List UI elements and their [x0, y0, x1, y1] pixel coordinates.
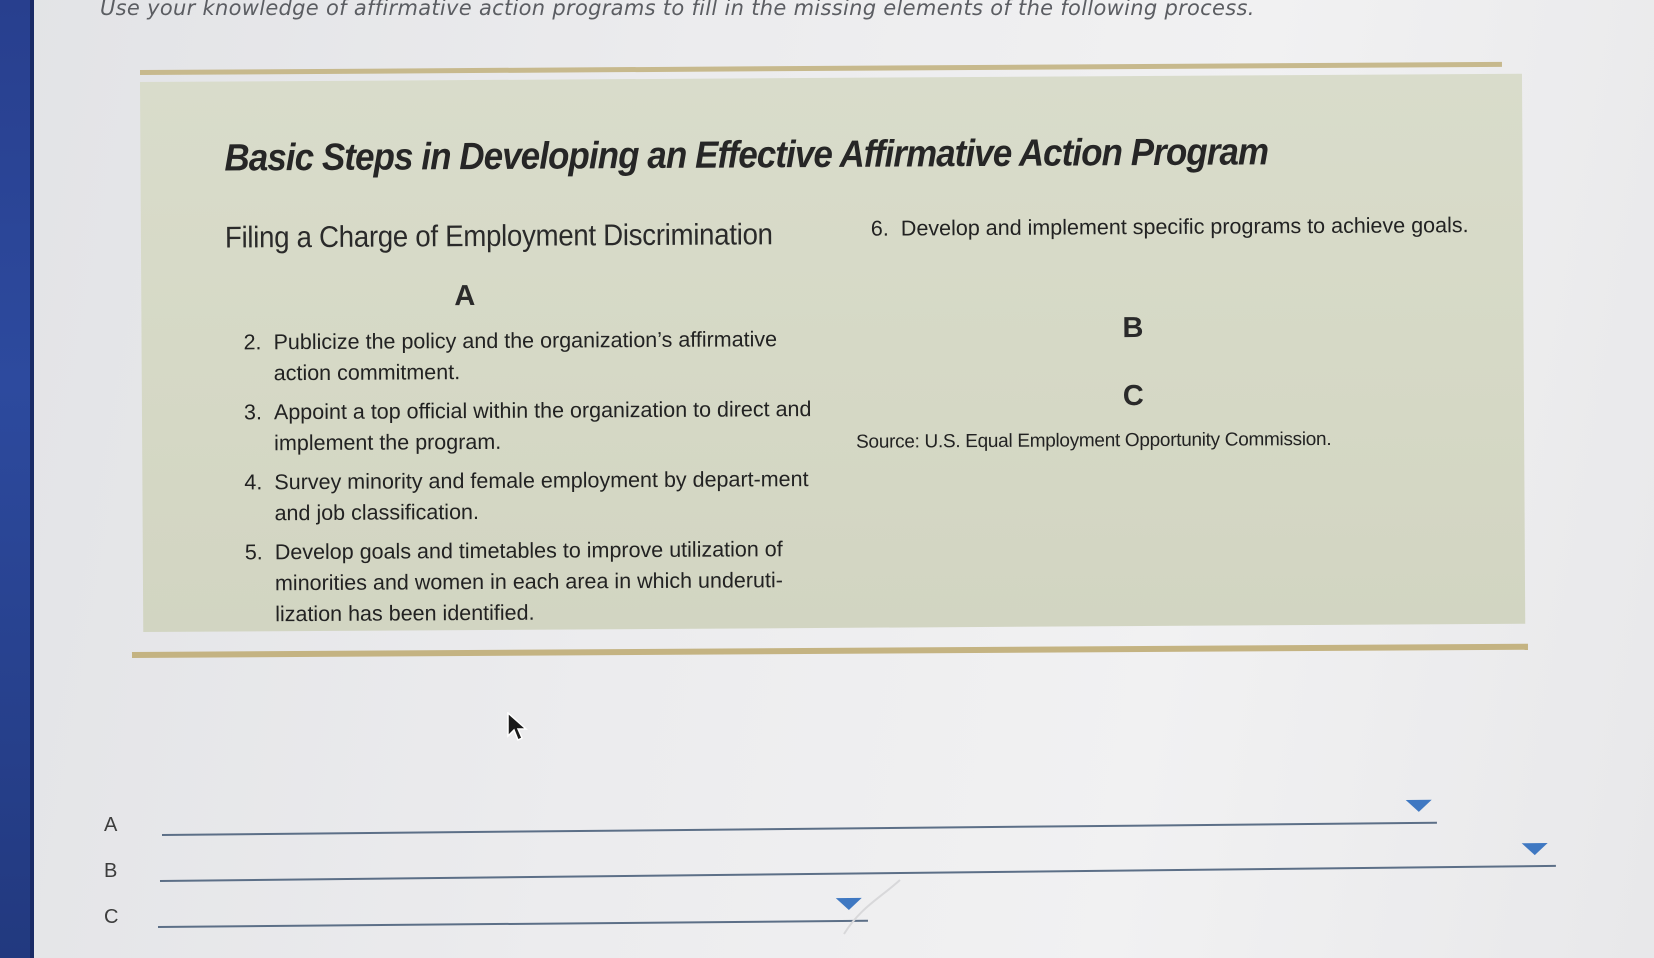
step-text: Develop goals and timetables to improve utilization of minorities and women in each area in which underuti-lization has been identified.: [274, 537, 783, 627]
blank-marker-b: B: [1122, 312, 1144, 345]
figure-left-heading: Filing a Charge of Employment Discrimination: [224, 218, 773, 255]
answer-label: C: [104, 906, 119, 928]
blank-marker-c: C: [1122, 380, 1144, 413]
step-number: 6.: [870, 216, 889, 241]
answer-dropdown-c[interactable]: [158, 890, 868, 928]
screen-scratch-decoration: [840, 878, 910, 938]
figure-source: Source: U.S. Equal Employment Opportunity Commission.: [856, 428, 1332, 453]
figure-bottom-rule: [132, 644, 1528, 658]
step-text: Appoint a top official within the organization to direct and implement the program.: [273, 397, 812, 456]
answer-label: B: [104, 860, 118, 882]
step-6: [871, 210, 1471, 245]
step-number: 2.: [243, 330, 262, 355]
mouse-cursor-icon: [506, 712, 528, 744]
step-3: [244, 394, 824, 459]
figure-title: Basic Steps in Developing an Effective Affirmative Action Program: [224, 131, 1269, 180]
answer-dropdown-a[interactable]: [162, 792, 1437, 836]
step-text: Survey minority and female employment by depart-ment and job classification.: [274, 467, 809, 526]
blank-marker-a: A: [454, 280, 476, 313]
step-number: 5.: [244, 540, 263, 565]
step-5: [245, 534, 826, 630]
step-number: 4.: [244, 470, 263, 495]
question-instruction: Use your knowledge of affirmative action programs to fill in the missing elements of the following process.: [100, 0, 1255, 20]
step-text: Publicize the policy and the organization’s affirmative action commitment.: [273, 327, 778, 386]
figure-top-rule: [140, 62, 1502, 75]
chevron-down-icon[interactable]: [1406, 800, 1432, 812]
step-text: Develop and implement specific programs to achieve goals.: [900, 213, 1469, 241]
step-2: [243, 324, 823, 389]
figure-panel: [140, 74, 1525, 632]
step-4: [244, 464, 824, 529]
steps-list: [243, 324, 825, 638]
answer-row-b: [0, 852, 1654, 892]
step-number: 3.: [243, 400, 262, 425]
answer-row-c: [0, 898, 1654, 938]
chevron-down-icon[interactable]: [1522, 843, 1548, 855]
answer-label: A: [104, 814, 118, 836]
